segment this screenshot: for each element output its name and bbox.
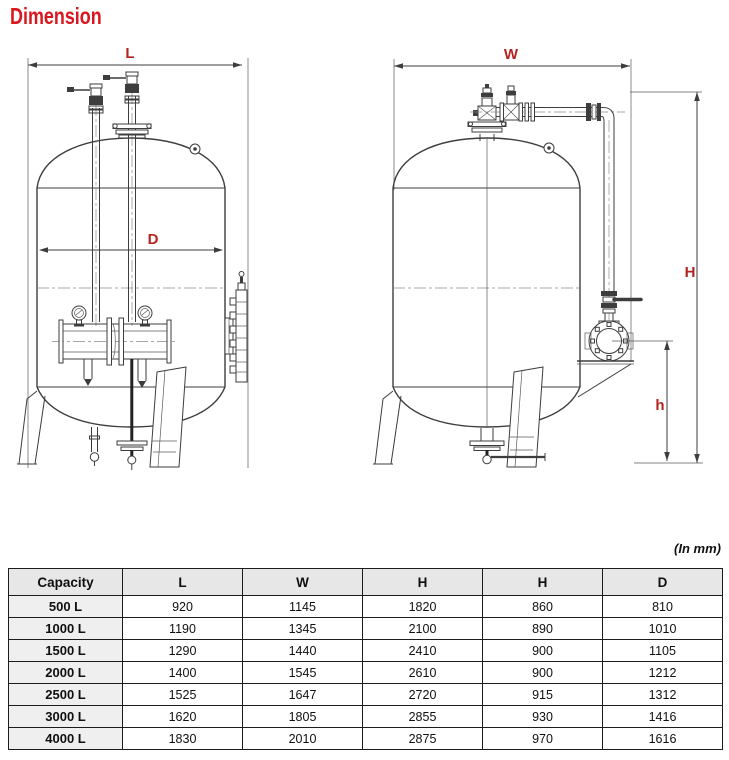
value-cell: 900 [483, 662, 603, 684]
value-cell: 1290 [123, 640, 243, 662]
value-cell: 1620 [123, 706, 243, 728]
dim-label-l: L [125, 45, 135, 62]
side-nozzle-column-icon [225, 272, 247, 383]
down-pipe-icon [598, 108, 641, 336]
tank-leg-icon [17, 391, 45, 464]
capacity-cell: 2000 L [9, 662, 123, 684]
table-row [9, 596, 723, 618]
dim-label-w: W [503, 46, 519, 63]
capacity-cell: 2500 L [9, 684, 123, 706]
table-row [9, 640, 723, 662]
table-row [9, 618, 723, 640]
support-bracket-icon [577, 361, 634, 397]
value-cell: 890 [483, 618, 603, 640]
value-cell: 1105 [603, 640, 723, 662]
front-view-drawing [17, 45, 248, 470]
value-cell: 915 [483, 684, 603, 706]
value-cell: 1312 [603, 684, 723, 706]
tank-leg-icon [373, 391, 401, 464]
value-cell: 2720 [363, 684, 483, 706]
units-note: (In mm) [674, 541, 721, 556]
value-cell: 2010 [243, 728, 363, 750]
capacity-cell: 4000 L [9, 728, 123, 750]
value-cell: 900 [483, 640, 603, 662]
dim-label-h-total: H [684, 264, 696, 281]
header-h2: H [483, 569, 603, 596]
capacity-cell: 3000 L [9, 706, 123, 728]
page-title: Dimension [10, 3, 102, 29]
value-cell: 860 [483, 596, 603, 618]
value-cell: 2410 [363, 640, 483, 662]
value-cell: 1830 [123, 728, 243, 750]
value-cell: 1400 [123, 662, 243, 684]
value-cell: 2875 [363, 728, 483, 750]
pressure-gauge-icon [72, 306, 86, 327]
table-row [9, 662, 723, 684]
value-cell: 810 [603, 596, 723, 618]
value-cell: 2610 [363, 662, 483, 684]
pressure-gauge-icon [138, 306, 152, 327]
value-cell: 1145 [243, 596, 363, 618]
value-cell: 1525 [123, 684, 243, 706]
table-row [9, 684, 723, 706]
dimension-table [8, 568, 723, 750]
header-d: D [603, 569, 723, 596]
value-cell: 2855 [363, 706, 483, 728]
capacity-cell: 1500 L [9, 640, 123, 662]
lifting-lug-icon [190, 144, 200, 154]
value-cell: 1647 [243, 684, 363, 706]
header-l: L [123, 569, 243, 596]
header-h1: H [363, 569, 483, 596]
dim-label-h-outlet: h [655, 397, 665, 414]
value-cell: 1416 [603, 706, 723, 728]
value-cell: 1190 [123, 618, 243, 640]
value-cell: 1440 [243, 640, 363, 662]
value-cell: 1616 [603, 728, 723, 750]
value-cell: 1212 [603, 662, 723, 684]
value-cell: 1345 [243, 618, 363, 640]
capacity-cell: 1000 L [9, 618, 123, 640]
drain-pipe-icon [90, 427, 100, 466]
table-row [9, 706, 723, 728]
value-cell: 1805 [243, 706, 363, 728]
riser-pipe-valve-icon [67, 84, 103, 326]
dim-label-d: D [147, 231, 159, 248]
value-cell: 930 [483, 706, 603, 728]
tank-leg-icon [507, 367, 543, 467]
value-cell: 1545 [243, 662, 363, 684]
capacity-cell: 500 L [9, 596, 123, 618]
value-cell: 970 [483, 728, 603, 750]
header-capacity: Capacity [9, 569, 123, 596]
lifting-lug-icon [544, 143, 554, 153]
value-cell: 2100 [363, 618, 483, 640]
value-cell: 1010 [603, 618, 723, 640]
value-cell: 920 [123, 596, 243, 618]
bottom-drain-icon [117, 359, 147, 470]
side-view-drawing [373, 46, 703, 467]
header-w: W [243, 569, 363, 596]
value-cell: 1820 [363, 596, 483, 618]
table-header-row [9, 569, 723, 596]
tank-leg-icon [150, 367, 186, 467]
table-row [9, 728, 723, 750]
